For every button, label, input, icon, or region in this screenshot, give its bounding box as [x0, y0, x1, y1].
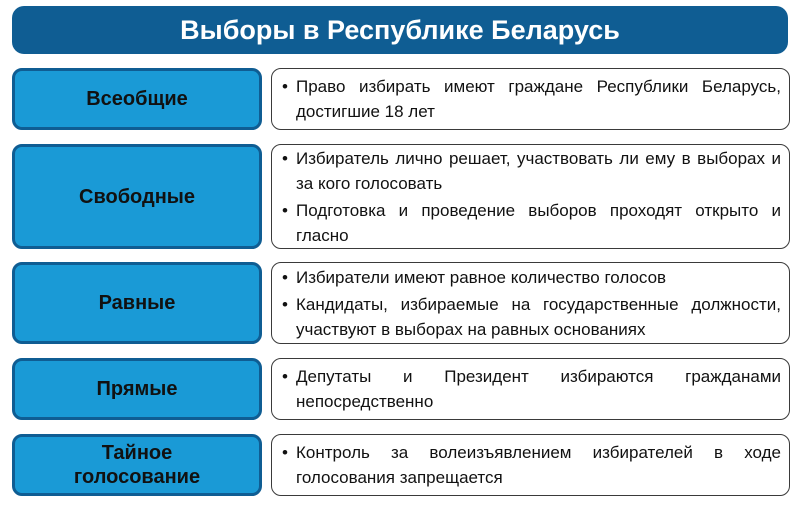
bullet-text: Избиратель лично решает, участвовать ли ему в выборах и за кого голосовать	[296, 148, 781, 193]
bullet-icon: •	[282, 77, 288, 96]
principle-label-direct: Прямые	[12, 358, 262, 420]
bullet-icon: •	[282, 443, 288, 462]
bullet-item	[282, 198, 781, 248]
principle-description-free	[271, 144, 790, 249]
principle-description-universal	[271, 68, 790, 130]
bullet-item	[282, 440, 781, 490]
bullet-item	[282, 146, 781, 196]
bullet-text: Кандидаты, избираемые на государственные должности, участвуют в выборах на равных основаниях	[296, 294, 781, 339]
principle-description-direct	[271, 358, 790, 420]
principle-label-equal: Равные	[12, 262, 262, 344]
bullet-icon: •	[282, 367, 288, 386]
bullet-text: Подготовка и проведение выборов проходят открыто и гласно	[296, 200, 781, 245]
principle-label-secret-ballot: Тайное голосование	[12, 434, 262, 496]
row-equal	[12, 262, 790, 344]
row-secret-ballot	[12, 434, 790, 496]
principle-description-secret-ballot	[271, 434, 790, 496]
row-universal	[12, 68, 790, 130]
bullet-item	[282, 74, 781, 124]
principle-label-free: Свободные	[12, 144, 262, 249]
diagram-title: Выборы в Республике Беларусь	[12, 6, 788, 54]
bullet-icon: •	[282, 200, 288, 220]
bullet-item	[282, 364, 781, 414]
row-direct	[12, 358, 790, 420]
bullet-icon: •	[282, 267, 288, 287]
bullet-text: Контроль за волеизъявлением избирателей в ходе голосования запрещается	[296, 443, 781, 487]
bullet-item	[282, 292, 781, 342]
bullet-text: Депутаты и Президент избираются гражданами непосредственно	[296, 367, 781, 411]
bullet-item	[282, 265, 781, 290]
bullet-icon: •	[282, 294, 288, 314]
bullet-text: Избиратели имеют равное количество голосов	[296, 267, 667, 287]
principle-label-universal: Всеобщие	[12, 68, 262, 130]
bullet-icon: •	[282, 148, 288, 168]
row-free	[12, 144, 790, 249]
bullet-text: Право избирать имеют граждане Республики Беларусь, достигшие 18 лет	[296, 77, 781, 121]
principle-description-equal	[271, 262, 790, 344]
